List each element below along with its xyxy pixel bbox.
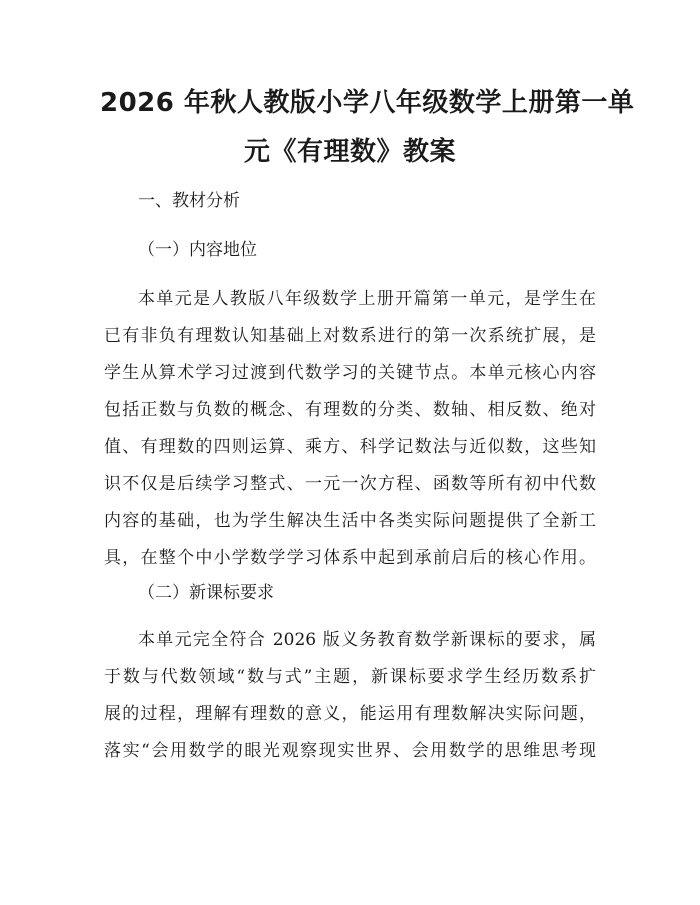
paragraph-line: 具，在整个中小学数学学习体系中起到承前启后的核心作用。 bbox=[104, 548, 596, 568]
paragraph-line: 于数与代数领域“数与式”主题，新课标要求学生经历数系扩 bbox=[104, 667, 596, 687]
paragraph-line: 识不仅是后续学习整式、一元一次方程、函数等所有初中代数 bbox=[104, 474, 596, 494]
paragraph-line: 本单元完全符合 2026 版义务教育数学新课标的要求，属 bbox=[138, 630, 596, 650]
paragraph-line: 值、有理数的四则运算、乘方、科学记数法与近似数，这些知 bbox=[104, 437, 596, 457]
paragraph-line: 内容的基础，也为学生解决生活中各类实际问题提供了全新工 bbox=[104, 511, 596, 531]
paragraph-new-curriculum-requirements bbox=[104, 622, 596, 770]
subsection-heading-content-position: （一）内容地位 bbox=[138, 240, 257, 260]
section-heading-teaching-material-analysis: 一、教材分析 bbox=[138, 191, 240, 211]
document-title-line-2: 元《有理数》教案 bbox=[243, 137, 456, 167]
paragraph-line: 包括正数与负数的概念、有理数的分类、数轴、相反数、绝对 bbox=[104, 400, 596, 420]
subsection-heading-new-curriculum-requirements: （二）新课标要求 bbox=[138, 583, 274, 603]
document-title-line-1: 2026 年秋人教版小学八年级数学上册第一单 bbox=[100, 88, 635, 118]
paragraph-line: 已有非负有理数认知基础上对数系进行的第一次系统扩展，是 bbox=[104, 326, 596, 346]
paragraph-line: 展的过程，理解有理数的意义，能运用有理数解决实际问题， bbox=[104, 704, 596, 724]
paragraph-content-position bbox=[104, 281, 596, 577]
paragraph-line: 落实“会用数学的眼光观察现实世界、会用数学的思维思考现 bbox=[104, 741, 596, 761]
paragraph-line: 学生从算术学习过渡到代数学习的关键节点。本单元核心内容 bbox=[104, 363, 596, 383]
paragraph-line: 本单元是人教版八年级数学上册开篇第一单元，是学生在 bbox=[138, 289, 596, 309]
